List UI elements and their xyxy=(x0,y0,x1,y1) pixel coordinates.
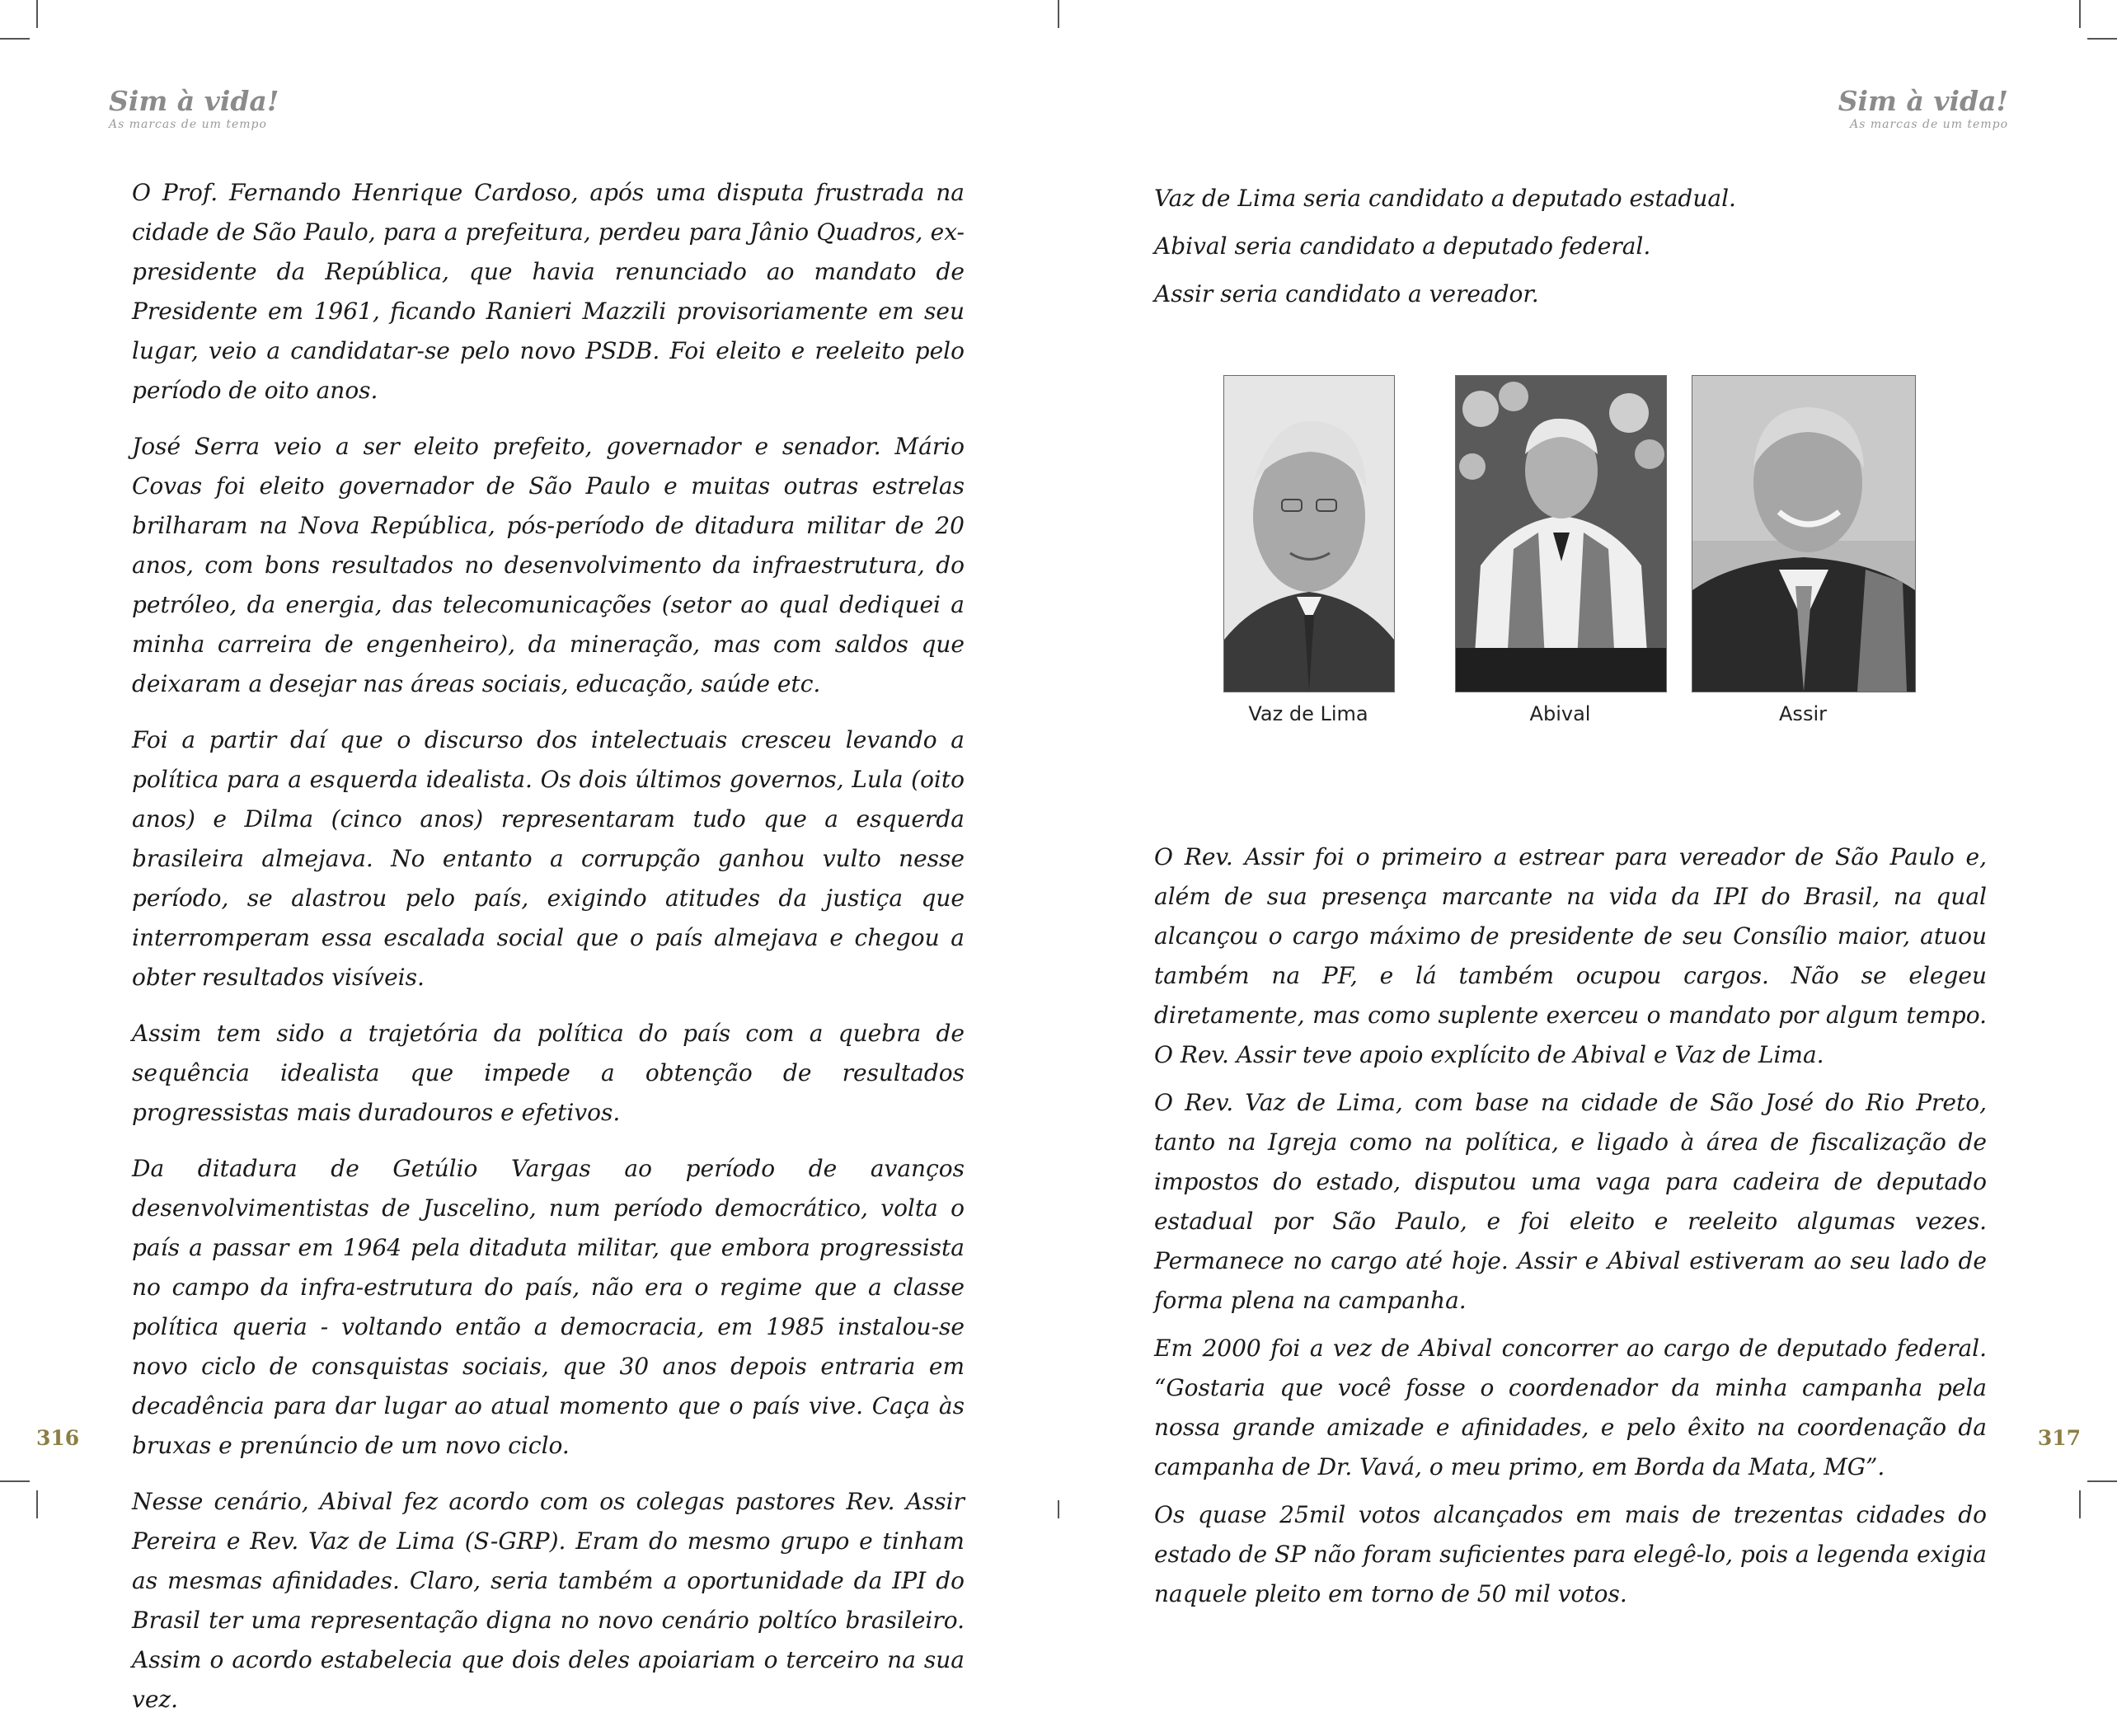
paragraph: José Serra veio a ser eleito prefeito, governador e senador. Mário Covas foi eleito governador de São Paulo e muitas outras estrelas brilharam na Nova República, pós-período de ditadura militar de 20 anos, com bons resultados no desenvolvimento da infraestrutura, do petróleo, da energia, das telecomunicações (setor ao qual dediquei a minha carreira de engenheiro), da mineração, mas com saldos que deixaram a desejar nas áreas sociais, educação, saúde etc. xyxy=(132,433,965,697)
photo-caption: Assir xyxy=(1779,702,1827,725)
right-body-text xyxy=(1154,838,1987,1622)
paragraph: Foi a partir daí que o discurso dos intelectuais cresceu levando a política para a esquerda idealista. Os dois últimos governos, Lula (oito anos) e Dilma (cinco anos) representaram tudo que a esquerda brasileira almejava. No entanto a corrupção ganhou vulto nesse período, se alastrou pelo país, exigindo atitudes da justiça que interromperam essa escalada social que o país almejava e chegou a obter resultados visíveis. xyxy=(132,726,965,991)
candidate-intro xyxy=(1154,175,1987,318)
paragraph: Da ditadura de Getúlio Vargas ao período de avanços desenvolvimentistas de Juscelino, num período democrático, volta o país a passar em 1964 pela ditaduta militar, que embora progressista no campo da infra-estrutura do país, não era o regime que a classe política queria - voltando então a democracia, em 1985 instalou-se novo ciclo de consquistas sociais, que 30 anos depois entraria em decadência para dar lugar ao atual momento que o país vive. Caça às bruxas e prenúncio de um novo ciclo. xyxy=(132,1155,965,1459)
page-number: 316 xyxy=(36,1426,80,1450)
paragraph: Nesse cenário, Abival fez acordo com os colegas pastores Rev. Assir Pereira e Rev. Vaz de Lima (S-GRP). Eram do mesmo grupo e tinham as mesmas afinidades. Claro, seria também a oportunidade da IPI do Brasil ter uma representação digna no novo cenário poltíco brasileiro. Assim o acordo estabelecia que dois deles apoiariam o terceiro na sua vez. xyxy=(132,1488,965,1713)
paragraph: O Rev. Assir foi o primeiro a estrear para vereador de São Paulo e, além de sua presença marcante na vida da IPI do Brasil, na qual alcançou o cargo máximo de presidente de seu Consílio maior, atuou também na PF, e lá também ocupou cargos. Não se elegeu diretamente, mas como suplente exerceu o mandato por algum tempo. O Rev. Assir teve apoio explícito de Abival e Vaz de Lima. xyxy=(1154,843,1987,1068)
paragraph: Em 2000 foi a vez de Abival concorrer ao cargo de deputado federal. “Gostaria que você fosse o coordenador da minha campanha pela nossa grande amizade e afinidades, e pelo êxito na coordenação da campanha de Dr. Vavá, o meu primo, em Borda da Mata, MG”. xyxy=(1154,1335,1987,1480)
photo-assir xyxy=(1692,375,1916,692)
right-page xyxy=(1058,0,2117,1607)
portrait-photo-icon xyxy=(1692,376,1915,692)
page-number: 317 xyxy=(2037,1426,2081,1450)
running-header-title: Sim à vida! xyxy=(109,85,279,117)
intro-line: Assir seria candidato a vereador. xyxy=(1154,280,1539,307)
photo-abival xyxy=(1455,375,1667,692)
left-page xyxy=(0,0,1058,1713)
paragraph: Os quase 25mil votos alcançados em mais de trezentas cidades do estado de SP não foram suficientes para elegê-lo, pois a legenda exigia naquele pleito em torno de 50 mil votos. xyxy=(1154,1501,1987,1607)
photo-vaz-de-lima xyxy=(1223,375,1395,692)
paragraph: O Rev. Vaz de Lima, com base na cidade de São José do Rio Preto, tanto na Igreja como na política, e ligado à área de fiscalização de impostos do estado, disputou uma vaga para cadeira de deputado estadual por São Paulo, e foi eleito e reeleito algumas vezes. Permanece no cargo até hoje. Assir e Abival estiveram ao seu lado de forma plena na campanha. xyxy=(1154,1089,1987,1314)
running-header-subtitle: As marcas de um tempo xyxy=(1850,118,2008,131)
intro-line: Abival seria candidato a deputado federal. xyxy=(1154,232,1651,260)
running-header xyxy=(1838,86,2008,132)
running-header-subtitle: As marcas de um tempo xyxy=(109,118,267,131)
running-header xyxy=(109,86,279,132)
portrait-photo-icon xyxy=(1224,376,1394,692)
portrait-photo-icon xyxy=(1456,376,1666,692)
left-body-text xyxy=(132,173,965,1736)
intro-line: Vaz de Lima seria candidato a deputado estadual. xyxy=(1154,185,1736,212)
running-header-title: Sim à vida! xyxy=(1838,85,2008,117)
photo-caption: Abival xyxy=(1529,702,1591,725)
photo-caption: Vaz de Lima xyxy=(1248,702,1368,725)
paragraph: Assim tem sido a trajetória da política do país com a quebra de sequência idealista que impede a obtenção de resultados progressistas mais duradouros e efetivos. xyxy=(132,1020,965,1126)
paragraph: O Prof. Fernando Henrique Cardoso, após uma disputa frustrada na cidade de São Paulo, para a prefeitura, perdeu para Jânio Quadros, ex-presidente da República, que havia renunciado ao mandato de Presidente em 1961, ficando Ranieri Mazzili provisoriamente em seu lugar, veio a candidatar-se pelo novo PSDB. Foi eleito e reeleito pelo período de oito anos. xyxy=(132,179,965,404)
